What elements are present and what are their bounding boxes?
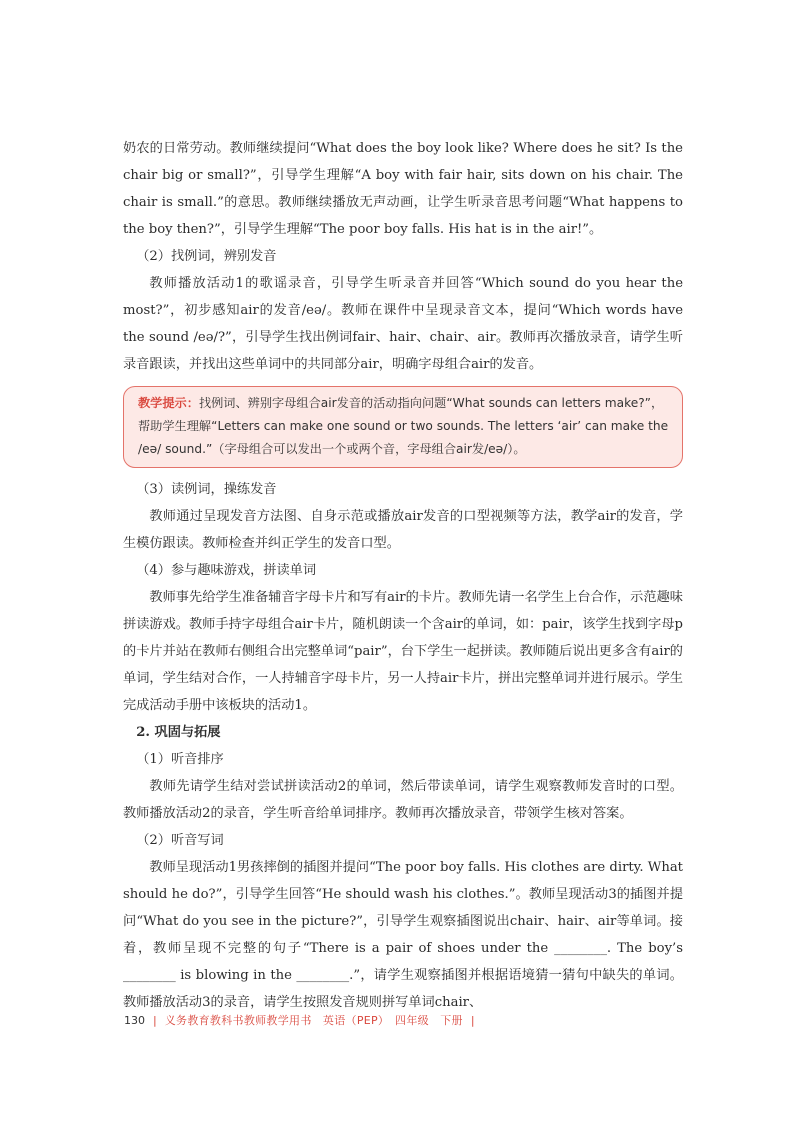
section-heading-find-words: （2）找例词，辨别发音 xyxy=(136,249,277,264)
teaching-tip-text: 找例词、辨别字母组合air发音的活动指向问题“What sounds can letters make?”，帮助学生理解“Letters can make one sound or two sounds. The letters ‘air’ can make the /eə/ sound.”（字母组合可以发出一个或两个音，字母组合air发/eə/）。 xyxy=(138,396,669,456)
teaching-tip-box xyxy=(123,386,683,468)
paragraph-read-words: 教师通过呈现发音方法图、自身示范或播放air发音的口型视频等方法，教学air的发音，学生模仿跟读。教师检查并纠正学生的发音口型。 xyxy=(123,509,683,551)
page-number: 130 xyxy=(124,1014,145,1027)
paragraph-listen-order: 教师先请学生结对尝试拼读活动2的单词，然后带读单词，请学生观察教师发音时的口型。教师播放活动2的录音，学生听音给单词排序。教师再次播放录音，带领学生核对答案。 xyxy=(123,779,683,821)
paragraph-listen-write: 教师呈现活动1男孩摔倒的插图并提问“The poor boy falls. His clothes are dirty. What should he do?”，引导学生回答“He should wash his clothes.”。教师呈现活动3的插图并提问“What do you see in the picture?”，引导学生观察插图说出chair、hair、air等单词。接着，教师呈现不完整的句子“There is a pair of shoes under the ________. The boy’s ________ is blowing in the ________.”，请学生观察插图并根据语境猜一猜句中缺失的单词。教师播放活动3的录音，请学生按照发音规则拼写单词chair、 xyxy=(123,860,683,1010)
section-heading-listen-write: （2）听音写词 xyxy=(136,833,224,848)
teaching-tip-label: 教学提示： xyxy=(138,396,199,410)
footer-separator-end: | xyxy=(470,1014,475,1027)
section-heading-read-words: （3）读例词，操练发音 xyxy=(136,482,277,497)
paragraph-continued: 奶农的日常劳动。教师继续提问“What does the boy look like? Where does he sit? Is the chair big or small?”，引导学生理解“A boy with fair hair, sits down on his chair. The chair is small.”的意思。教师继续播放无声动画，让学生听录音思考问题“What happens to the boy then?”，引导学生理解“The poor boy falls. His hat is in the air!”。 xyxy=(123,141,683,237)
section-heading-game: （4）参与趣味游戏，拼读单词 xyxy=(136,563,317,578)
section-heading-listen-order: （1）听音排序 xyxy=(136,752,224,767)
page-body xyxy=(123,135,683,1016)
paragraph-game: 教师事先给学生准备辅音字母卡片和写有air的卡片。教师先请一名学生上台合作，示范趣味拼读游戏。教师手持字母组合air卡片，随机朗读一个含air的单词，如：pair，该学生找到字母p的卡片并站在教师右侧组合出完整单词“pair”，台下学生一起拼读。教师随后说出更多含有air的单词，学生结对合作，一人持辅音字母卡片，另一人持air卡片，拼出完整单词并进行展示。学生完成活动手册中该板块的活动1。 xyxy=(123,590,683,713)
book-title: 义务教育教科书教师教学用书 英语（PEP） 四年级 下册 xyxy=(164,1014,463,1027)
page-footer xyxy=(124,1012,483,1028)
section-heading-consolidate: 2. 巩固与拓展 xyxy=(136,725,221,740)
footer-separator: | xyxy=(153,1014,157,1027)
paragraph-find-words: 教师播放活动1的歌谣录音，引导学生听录音并回答“Which sound do you hear the most?”，初步感知air的发音/eə/。教师在课件中呈现录音文本，提问“Which words have the sound /eə/?”，引导学生找出例词fair、hair、chair、air。教师再次播放录音，请学生听录音跟读，并找出这些单词中的共同部分air，明确字母组合air的发音。 xyxy=(123,276,683,372)
